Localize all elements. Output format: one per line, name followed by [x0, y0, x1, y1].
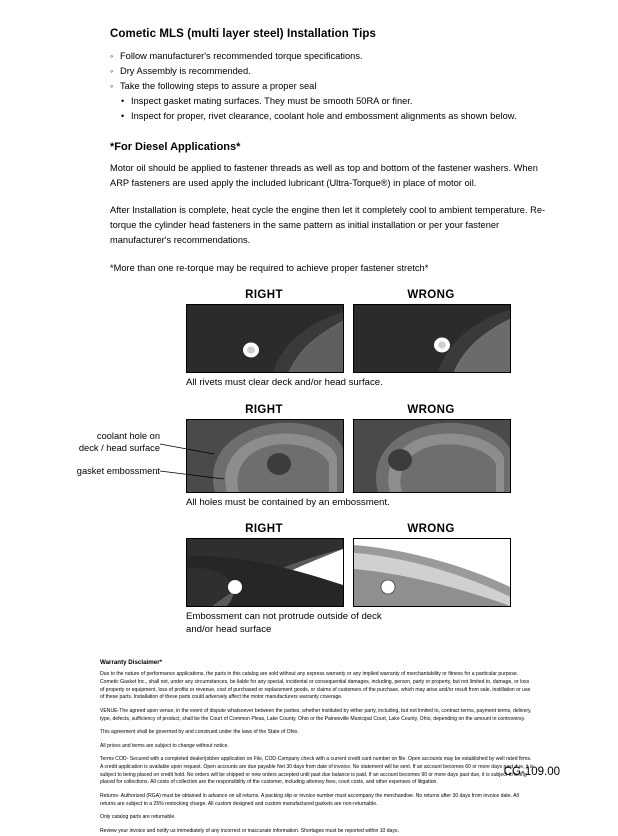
- figure-image-wrong-embossment: [353, 419, 511, 493]
- figure-wrong-protrusion: [353, 523, 509, 607]
- retorque-note: *More than one re-torque may be required to achieve proper fastener stretch*: [110, 262, 429, 273]
- warranty-section: [44, 659, 574, 835]
- figure-label-right: RIGHT: [245, 288, 283, 301]
- figure-group-protrusion: [64, 523, 574, 637]
- figure-label-wrong: WRONG: [407, 523, 455, 536]
- figure-label-right: RIGHT: [245, 523, 283, 536]
- figure-right-embossment: [186, 404, 342, 493]
- list-item: • Inspect for proper, rivet clearance, coolant hole and embossment alignments as shown below.: [110, 109, 574, 124]
- list-item: • Inspect gasket mating surfaces. They must be smooth 50RA or finer.: [110, 94, 574, 109]
- figure-image-right-rivets: [186, 304, 344, 373]
- diesel-paragraph-1: Motor oil should be applied to fastener threads as well as top and bottom of the fastener washers. When ARP fasteners are used apply the included lubricant (Ultra-Torque®) in place of motor oil.: [110, 163, 538, 189]
- warranty-paragraph: This agreement shall be governed by and construed under the laws of the State of Ohio.: [100, 729, 299, 736]
- figure-caption-embossment: All holes must be contained by an embossment.: [186, 496, 390, 508]
- warranty-paragraph: Review your invoice and notify us immediately of any incorrect or inaccurate information. Shortages must be reported within 10 days.: [100, 827, 399, 834]
- list-item: ◦ Follow manufacturer's recommended torque specifications.: [110, 49, 574, 64]
- figure-label-right: RIGHT: [245, 403, 283, 416]
- figures-section: [44, 289, 574, 638]
- diesel-paragraph-2: After Installation is complete, heat cycle the engine then let it completely cool to ambient temperature. Re-torque the cylinder head fasteners in the same pattern as initial installation or per your fastener manufacturer's recommendations.: [110, 204, 546, 245]
- figure-wrong-rivets: [353, 289, 509, 373]
- figure-wrong-embossment: [353, 404, 509, 493]
- callout-coolant-hole: coolant hole on deck / head surface: [78, 430, 160, 453]
- figure-group-rivets: [64, 289, 574, 390]
- warranty-paragraph: Only catalog parts are returnable.: [100, 814, 176, 821]
- figure-image-wrong-protrusion: [353, 538, 511, 607]
- warranty-heading: Warranty Disclaimer*: [100, 659, 163, 667]
- list-item: ◦ Dry Assembly is recommended.: [110, 64, 574, 79]
- callout-gasket-embossment: gasket embossment: [76, 465, 160, 476]
- figure-group-embossment: [64, 404, 574, 510]
- figure-caption-rivets: All rivets must clear deck and/or head surface.: [186, 376, 383, 388]
- diesel-heading: *For Diesel Applications*: [110, 141, 241, 154]
- list-item: ◦ Take the following steps to assure a proper seal: [110, 79, 574, 94]
- warranty-paragraph: VENUE-The agreed upon venue, in the event of dispute whatsoever between the parties, whether instituted by either party, including, but not limited to, contract terms, payment terms, delivery, type, defects, sufficiency of product, shall be the Court of Common Pleas, Lake County, Ohio or the Painesville Municipal Court, Lake County, Ohio, depending on the amount in controversy.: [100, 707, 532, 722]
- figure-caption-protrusion: Embossment can not protrude outside of deck and/or head surface: [186, 611, 382, 636]
- figure-image-right-protrusion: [186, 538, 344, 607]
- warranty-paragraph: All prices and terms are subject to change without notice.: [100, 742, 229, 749]
- document-number: CG-109.00: [503, 766, 560, 778]
- warranty-paragraph: Terms COD- Secured with a completed dealer/jobber application on File, COD-Company check with a current credit card number on file. Open accounts may be established by well rated firms. A credit application is available upon request. Open accounts are due payable Net 30 days from date of invoice. No statement will be sent. If an account becomes 60 or more days past due, it is subject to being placed on credit hold. No orders will be shipped or new orders accepted until past due balance is paid. If an account becomes 90 or more days past due, it is subject to being placed for collections. All costs of collection are the responsibility of the customer, including attorney fees, court costs, and other expenses of litigation.: [100, 756, 534, 786]
- figure-label-wrong: WRONG: [407, 403, 455, 416]
- figure-image-wrong-rivets: [353, 304, 511, 373]
- figure-right-protrusion: [186, 523, 342, 607]
- figure-right-rivets: [186, 289, 342, 373]
- tips-sub-list: [110, 94, 574, 124]
- warranty-paragraph: Due to the nature of performance applications, the parts in this catalog are sold without any express warranty or any implied warranty of merchantability or fitness for a particular purpose. Cometic Gasket Inc., shall not, under any circumstances, be liable for any special, incidental or consequential damages, including, person, party or property, but not limited to, damage, or loss of property or equipment, loss of profits or revenue, cost of purchased or replacement goods, or claims of customers of the purchase, which may arise and/or result from sale, instillation or use of these parts. Installation of these parts could adversely affect the motor manufacturers warranty coverage.: [100, 671, 531, 701]
- warranty-paragraph: Returns- Authorized (RGA) must be obtained in advance on all returns. A packing slip or invoice number must accompany the merchandise. No returns after 30 days from invoice date. All returns are subject to a 25% restocking charge. All custom designed and custom manufactured gaskets are non-returnable.: [100, 793, 519, 807]
- figure-image-right-embossment: [186, 419, 344, 493]
- figure-label-wrong: WRONG: [407, 288, 455, 301]
- tips-list: [110, 49, 574, 94]
- page-title: Cometic MLS (multi layer steel) Installation Tips: [110, 28, 377, 40]
